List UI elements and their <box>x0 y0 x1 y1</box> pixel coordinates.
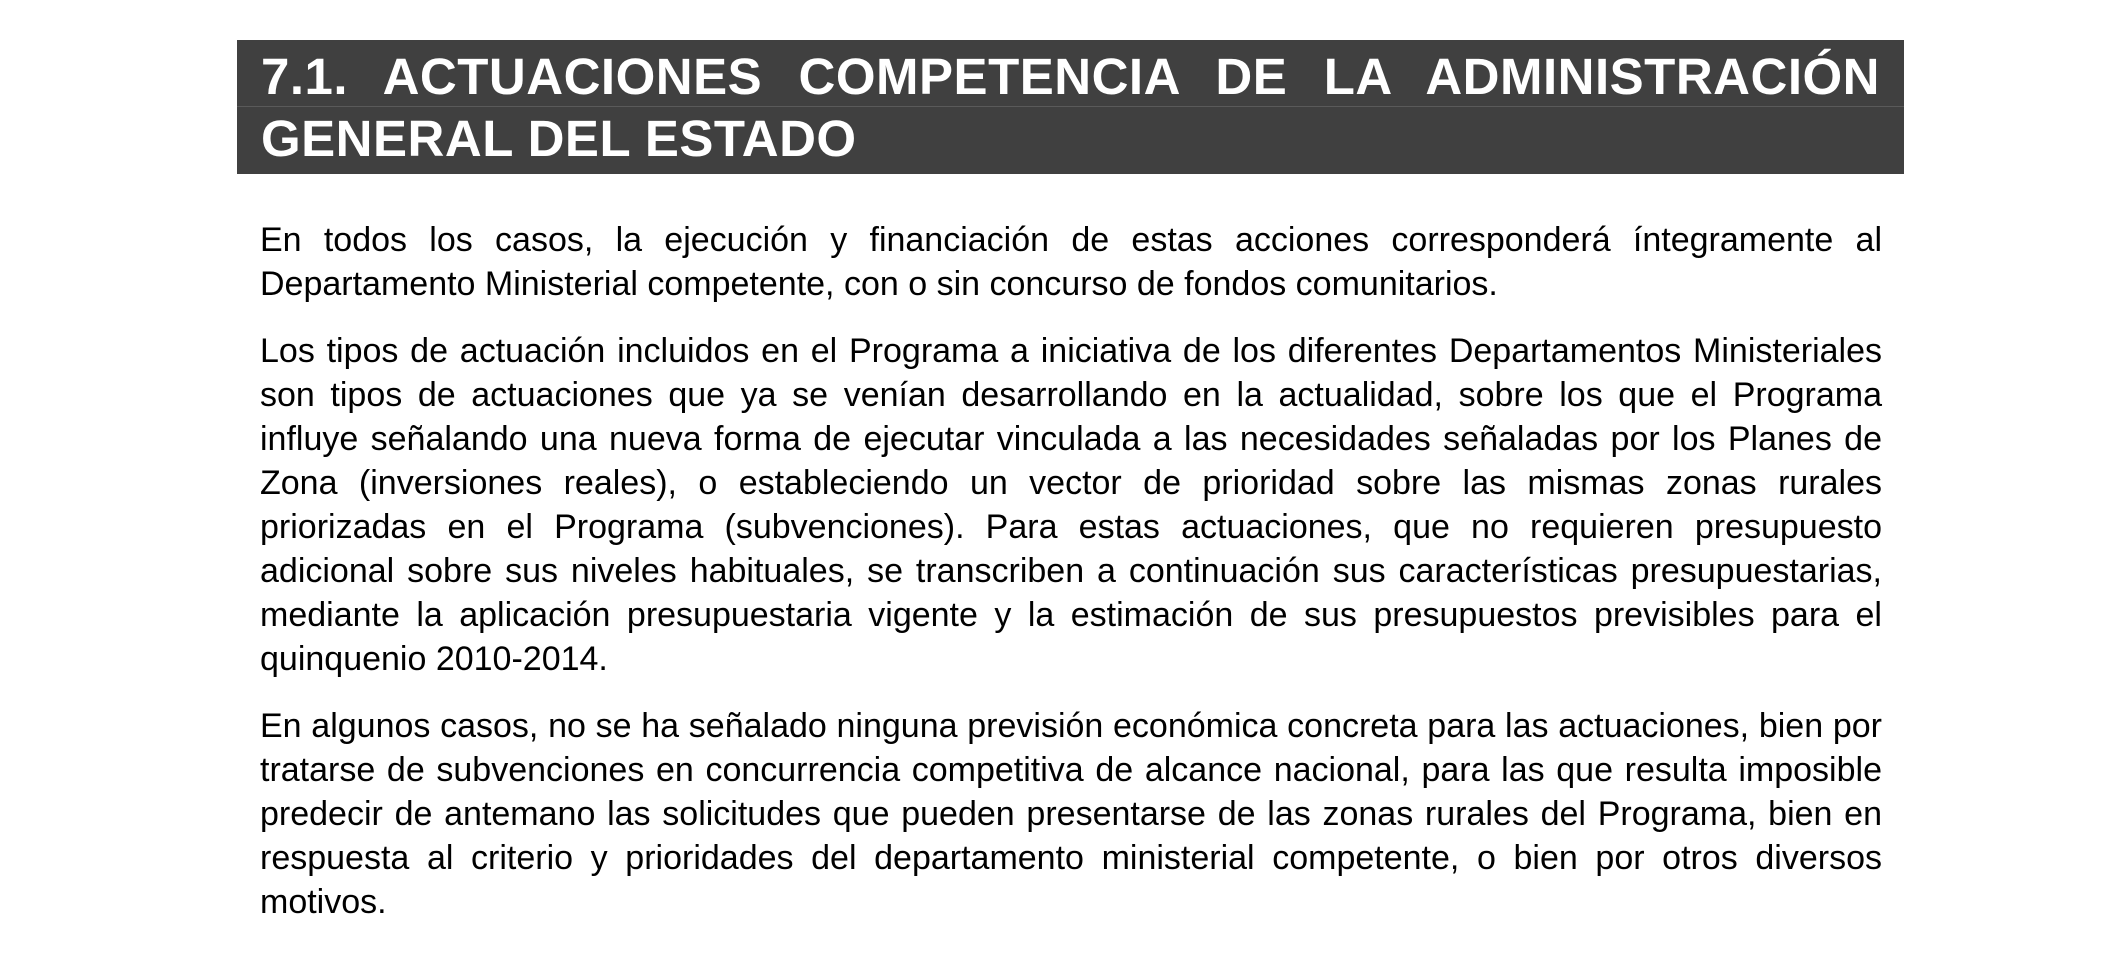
section-title: 7.1. ACTUACIONES COMPETENCIA DE LA ADMINISTRACIÓN GENERAL DEL ESTADO <box>261 48 1880 167</box>
header-divider <box>237 106 1904 107</box>
paragraph-1: En todos los casos, la ejecución y financiación de estas acciones corresponderá íntegramente al Departamento Ministerial competente, con o sin concurso de fondos comunitarios. <box>260 221 1882 303</box>
body-text <box>260 218 1882 947</box>
paragraph-3: En algunos casos, no se ha señalado ninguna previsión económica concreta para las actuaciones, bien por tratarse de subvenciones en concurrencia competitiva de alcance nacional, para las que resulta imposible predecir de antemano las solicitudes que pueden presentarse de las zonas rurales del Programa, bien en respuesta al criterio y prioridades del departamento ministerial competente, o bien por otros diversos motivos. <box>260 707 1882 921</box>
paragraph-2: Los tipos de actuación incluidos en el Programa a iniciativa de los diferentes Departamentos Ministeriales son tipos de actuaciones que ya se venían desarrollando en la actualidad, sobre los que el Programa influye señalando una nueva forma de ejecutar vinculada a las necesidades señaladas por los Planes de Zona (inversiones reales), o estableciendo un vector de prioridad sobre las mismas zonas rurales priorizadas en el Programa (subvenciones). Para estas actuaciones, que no requieren presupuesto adicional sobre sus niveles habituales, se transcriben a continuación sus características presupuestarias, mediante la aplicación presupuestaria vigente y la estimación de sus presupuestos previsibles para el quinquenio 2010-2014. <box>260 332 1882 678</box>
section-header <box>237 40 1904 174</box>
